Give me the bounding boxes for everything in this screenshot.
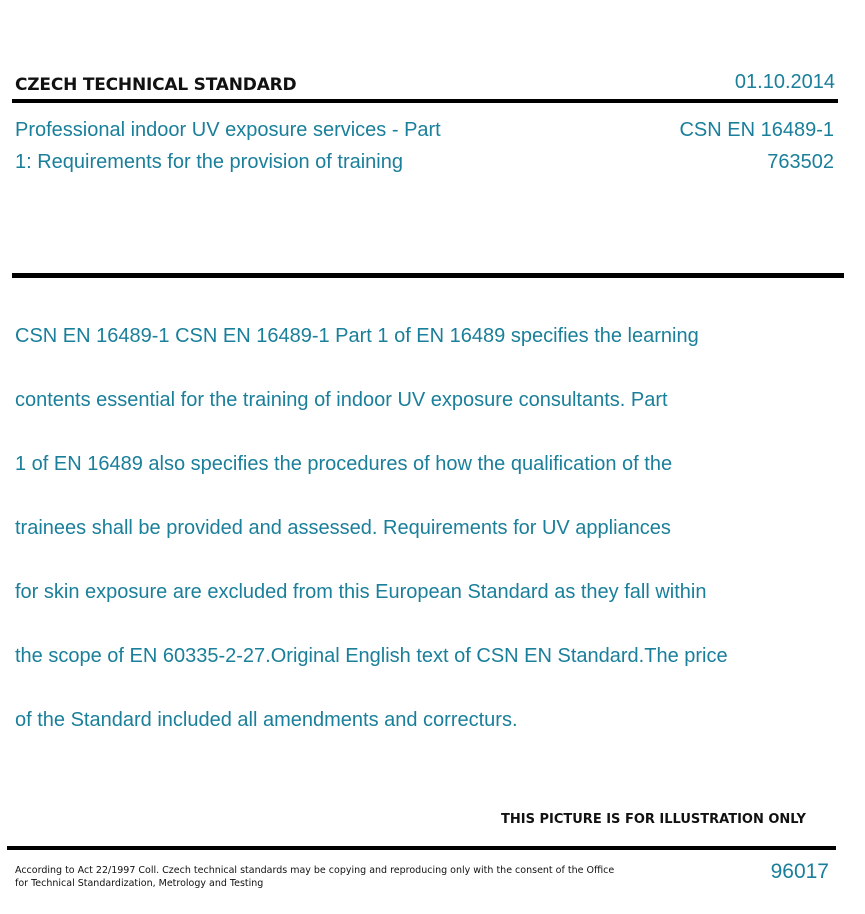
abstract-line: trainees shall be provided and assessed. Requirements for UV appliances (15, 517, 671, 539)
footer-code: 96017 (770, 860, 829, 883)
legal-notice-line-2: for Technical Standardization, Metrology and Testing (15, 878, 264, 889)
abstract-line: for skin exposure are excluded from this European Standard as they fall within (15, 581, 707, 603)
abstract-text (15, 288, 805, 768)
illustration-notice: THIS PICTURE IS FOR ILLUSTRATION ONLY (501, 812, 806, 827)
middle-divider (12, 273, 844, 278)
abstract-line: 1 of EN 16489 also specifies the procedures of how the qualification of the (15, 453, 673, 475)
standard-code: CSN EN 16489-1 (679, 119, 834, 141)
classification-number: 763502 (767, 151, 834, 173)
abstract-line: contents essential for the training of indoor UV exposure consultants. Part (15, 389, 668, 411)
top-divider (12, 99, 838, 103)
standard-identifiers (679, 114, 834, 178)
standard-title-line-1: Professional indoor UV exposure services - Part (15, 119, 441, 141)
publication-date: 01.10.2014 (734, 71, 835, 93)
standard-title-line-2: 1: Requirements for the provision of training (15, 151, 403, 173)
bottom-divider (7, 846, 836, 850)
legal-notice-line-1: According to Act 22/1997 Coll. Czech technical standards may be copying and reproducing only with the consent of the Office (15, 865, 615, 876)
standard-title (15, 114, 535, 178)
legal-notice (15, 864, 615, 890)
abstract-line: CSN EN 16489-1 CSN EN 16489-1 Part 1 of EN 16489 specifies the learning (15, 325, 699, 347)
abstract-line: the scope of EN 60335-2-27.Original English text of CSN EN Standard.The price (15, 645, 728, 667)
document-heading: CZECH TECHNICAL STANDARD (15, 75, 297, 95)
abstract-line: of the Standard included all amendments and correcturs. (15, 709, 518, 731)
